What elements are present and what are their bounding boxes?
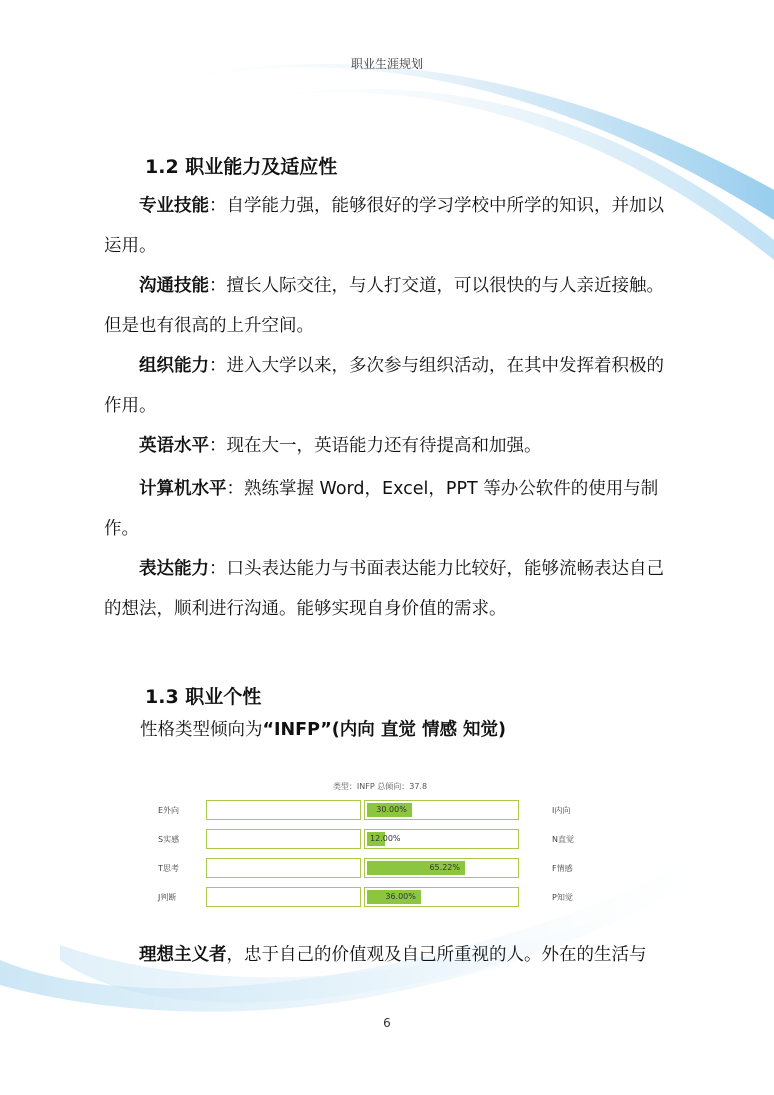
intro-prefix: 性格类型倾向为 bbox=[140, 720, 263, 740]
chart-left-label: J判断 bbox=[158, 893, 177, 902]
chart-right-label: I内向 bbox=[552, 806, 571, 815]
chart-value-label: 30.00% bbox=[376, 805, 407, 814]
term-text: ：进入大学以来，多次参与组织活动，在其中发挥着积极的作用。 bbox=[104, 356, 664, 416]
intro-type: “INFP”(内向 直觉 情感 知觉) bbox=[262, 720, 507, 740]
term-label: 英语水平 bbox=[139, 436, 209, 456]
paragraph-idealist bbox=[104, 935, 674, 975]
chart-left-label: E外向 bbox=[158, 806, 180, 815]
term-text: ：自学能力强，能够很好的学习学校中所学的知识，并加以运用。 bbox=[104, 196, 664, 256]
personality-type-line bbox=[140, 716, 506, 741]
term-label: 表达能力 bbox=[139, 559, 209, 579]
term-text: ，忠于自己的价值观及自己所重视的人。外在的生活与 bbox=[226, 945, 647, 965]
term-label: 沟通技能 bbox=[139, 276, 209, 296]
term-label: 组织能力 bbox=[139, 356, 209, 376]
paragraph-communication-skills bbox=[104, 266, 674, 346]
paragraph-professional-skills bbox=[104, 186, 674, 266]
chart-row bbox=[150, 829, 610, 851]
term-label: 计算机水平 bbox=[139, 479, 227, 499]
paragraph-organization-skills bbox=[104, 346, 674, 426]
paragraph-computer-level bbox=[104, 469, 674, 549]
chart-row bbox=[150, 858, 610, 880]
mbti-tendency-chart bbox=[150, 779, 610, 909]
term-text: ：口头表达能力与书面表达能力比较好，能够流畅表达自己的想法，顺利进行沟通。能够实现自身价值的需求。 bbox=[104, 559, 664, 619]
chart-right-track bbox=[364, 887, 519, 907]
chart-left-label: T思考 bbox=[158, 864, 179, 873]
chart-left-track bbox=[206, 829, 361, 849]
chart-left-track bbox=[206, 858, 361, 878]
chart-value-label: 36.00% bbox=[385, 892, 416, 901]
chart-right-label: F情感 bbox=[552, 864, 573, 873]
term-label: 专业技能 bbox=[139, 196, 209, 216]
chart-left-track bbox=[206, 887, 361, 907]
term-text: ：熟练掌握 Word，Excel，PPT 等办公软件的使用与制作。 bbox=[104, 479, 659, 539]
chart-left-track bbox=[206, 800, 361, 820]
section-1-2-heading: 1.2 职业能力及适应性 bbox=[145, 156, 338, 178]
page-header: 职业生涯规划 bbox=[350, 57, 423, 71]
chart-value-label: 12.00% bbox=[370, 834, 401, 843]
chart-right-track bbox=[364, 858, 519, 878]
chart-row bbox=[150, 887, 610, 909]
chart-right-track bbox=[364, 800, 519, 820]
paragraph-expression-skills bbox=[104, 549, 674, 629]
chart-left-label: S实感 bbox=[158, 835, 180, 844]
section-1-3-heading: 1.3 职业个性 bbox=[145, 686, 262, 708]
chart-row bbox=[150, 800, 610, 822]
page-number: 6 bbox=[383, 1016, 391, 1030]
chart-value-label: 65.22% bbox=[429, 863, 460, 872]
chart-title: 类型：INFP 总倾向：37.8 bbox=[332, 782, 428, 791]
paragraph-english-level bbox=[104, 426, 674, 466]
chart-right-label: P知觉 bbox=[552, 893, 573, 902]
term-label: 理想主义者 bbox=[139, 945, 227, 965]
chart-right-track bbox=[364, 829, 519, 849]
term-text: ：现在大一，英语能力还有待提高和加强。 bbox=[209, 436, 542, 456]
term-text: ：擅长人际交往，与人打交道，可以很快的与人亲近接触。但是也有很高的上升空间。 bbox=[104, 276, 664, 336]
chart-right-label: N直觉 bbox=[552, 835, 574, 844]
